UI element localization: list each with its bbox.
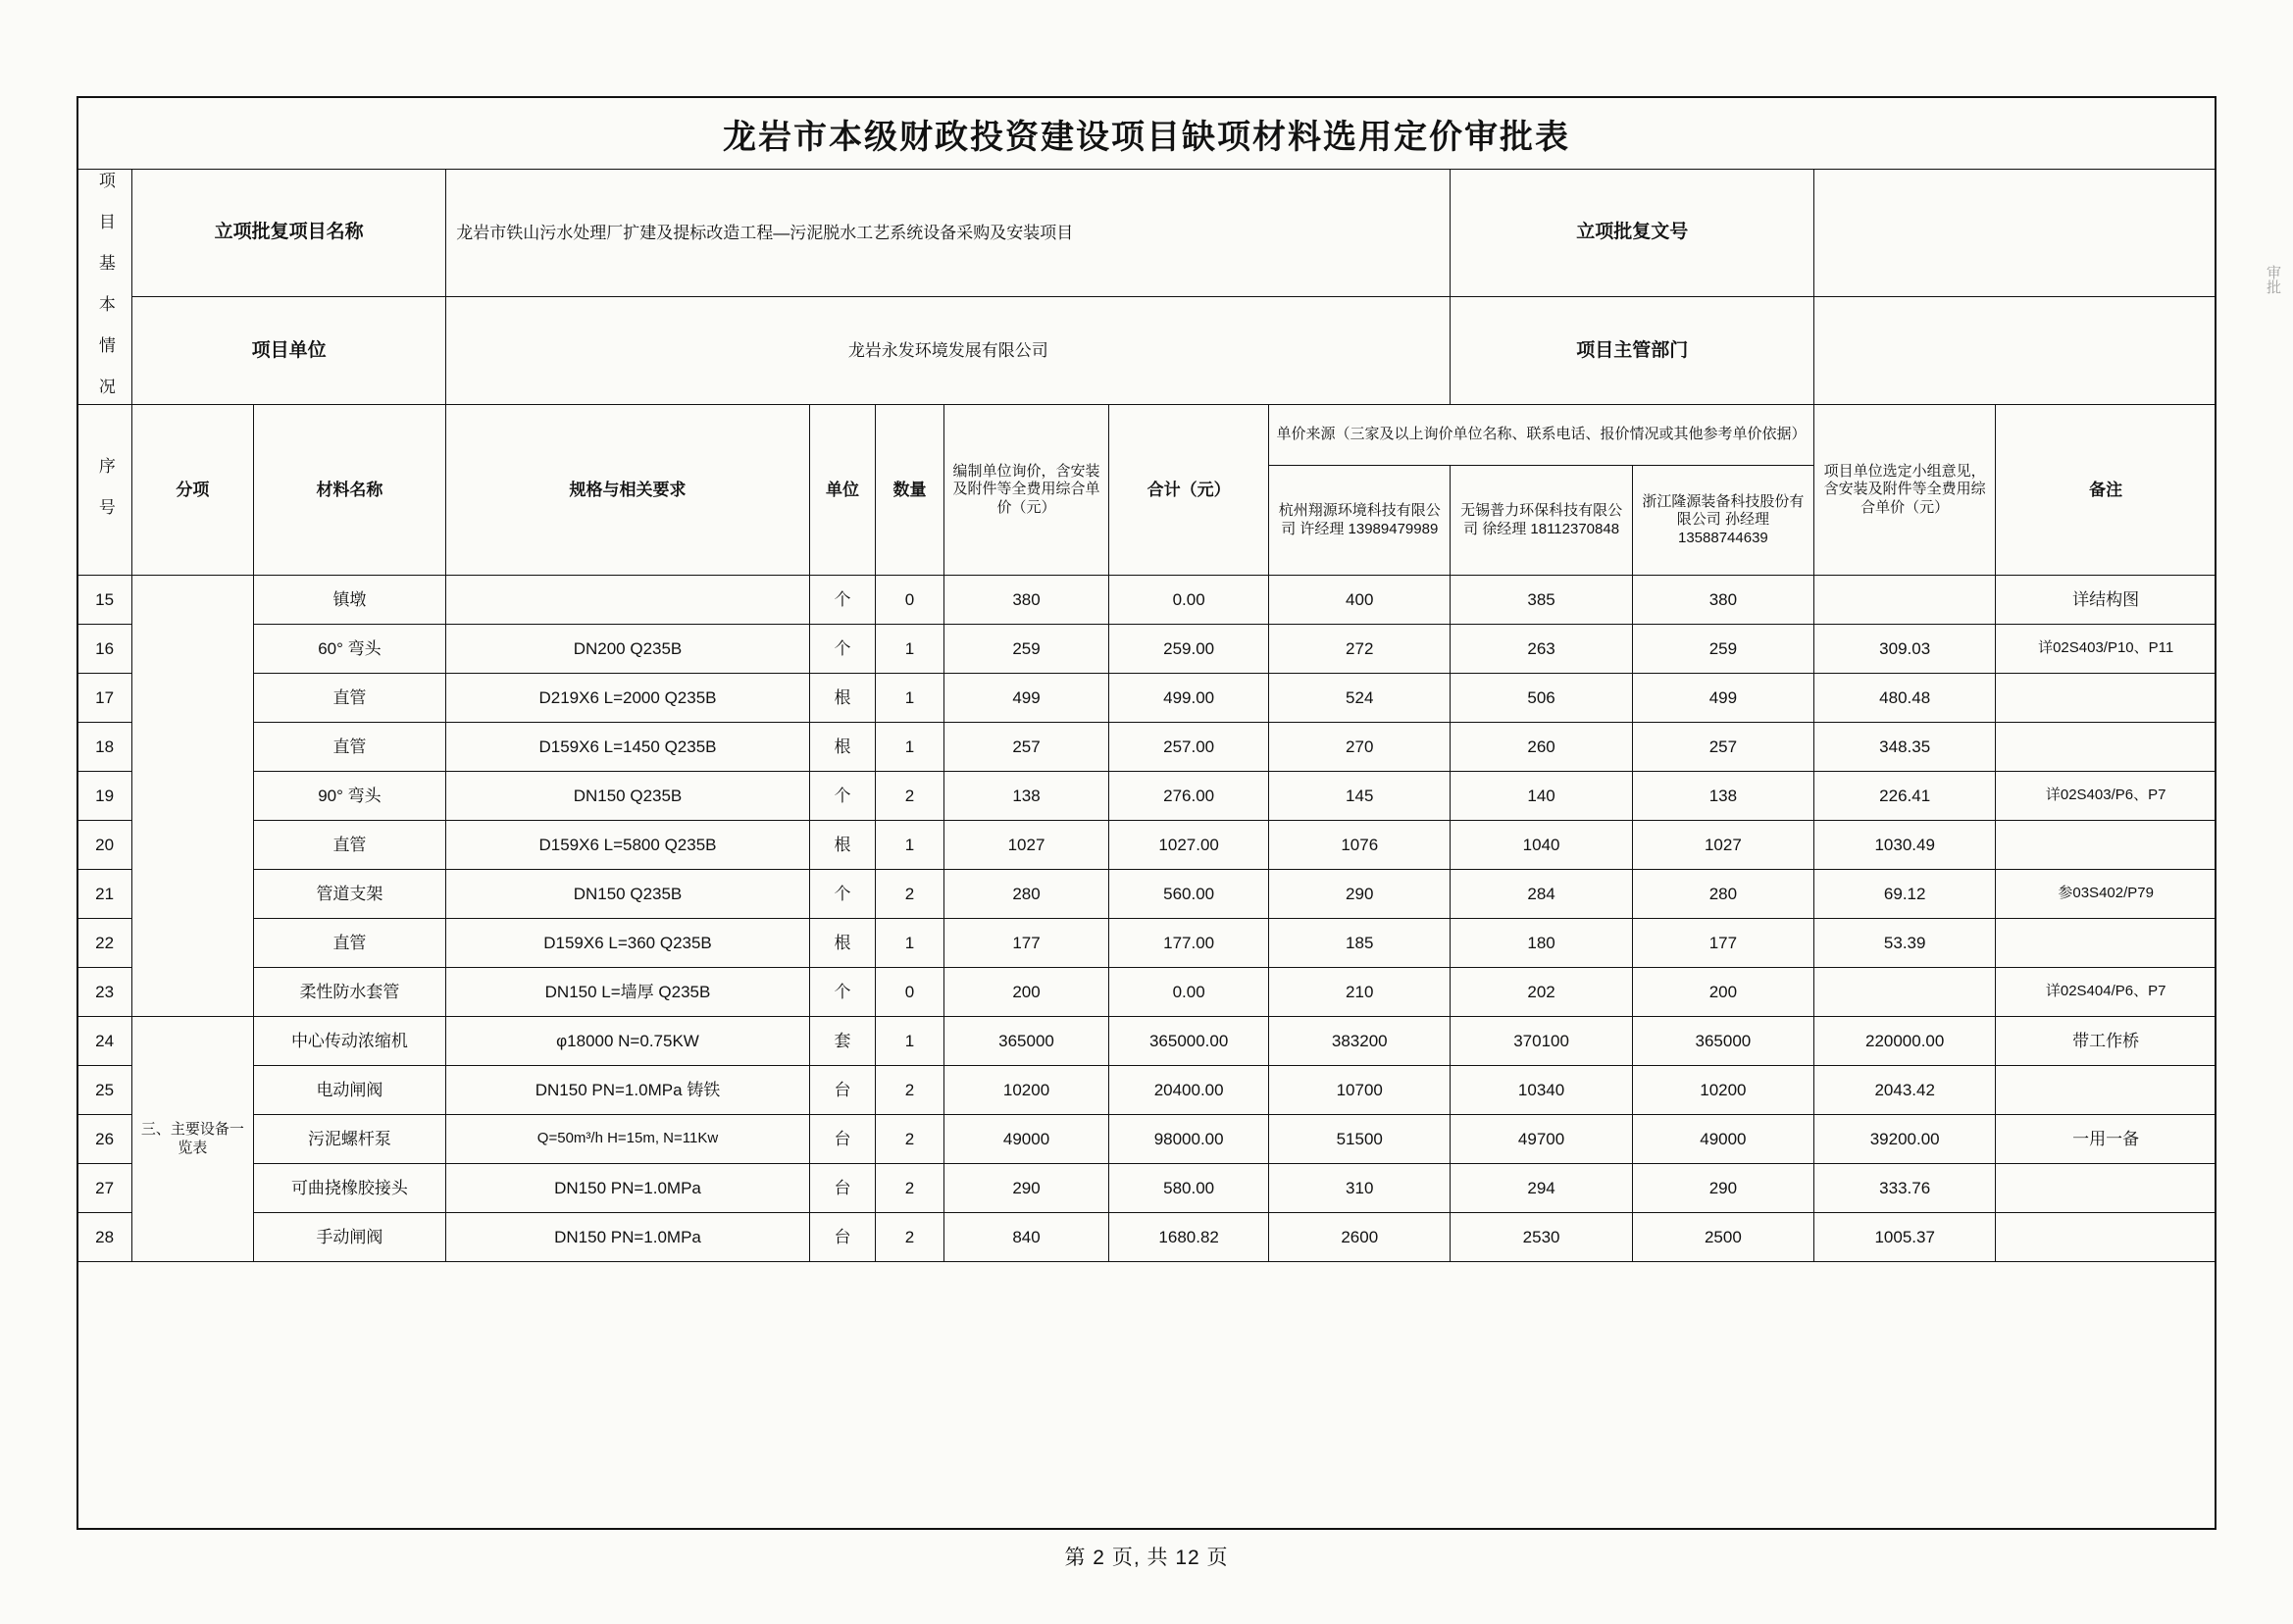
column-header-total: 合计（元） bbox=[1109, 405, 1269, 576]
cell-seq: 15 bbox=[77, 576, 132, 625]
supervising-dept-label: 项目主管部门 bbox=[1451, 296, 1814, 405]
table-row bbox=[77, 1017, 2217, 1066]
cell-qty: 0 bbox=[876, 968, 944, 1017]
cell-quote2: 1040 bbox=[1451, 821, 1632, 870]
cell-spec bbox=[446, 576, 810, 625]
cell-unit: 个 bbox=[809, 870, 875, 919]
cell-unit: 根 bbox=[809, 821, 875, 870]
cell-qty: 1 bbox=[876, 674, 944, 723]
column-header-quote2: 无锡普力环保科技有限公司 徐经理 18112370848 bbox=[1451, 466, 1632, 576]
page-footer: 第 2 页, 共 12 页 bbox=[1064, 1547, 1229, 1569]
cell-quote1: 272 bbox=[1269, 625, 1451, 674]
cell-seq: 25 bbox=[77, 1066, 132, 1115]
cell-remark: 详结构图 bbox=[1996, 576, 2217, 625]
cell-remark: 带工作桥 bbox=[1996, 1017, 2217, 1066]
cell-unit: 个 bbox=[809, 576, 875, 625]
cell-quote2: 202 bbox=[1451, 968, 1632, 1017]
cell-unit-price: 200 bbox=[943, 968, 1108, 1017]
cell-unit-price: 840 bbox=[943, 1213, 1108, 1262]
cell-quote3: 380 bbox=[1632, 576, 1813, 625]
cell-total: 177.00 bbox=[1109, 919, 1269, 968]
cell-quote2: 294 bbox=[1451, 1164, 1632, 1213]
cell-quote2: 49700 bbox=[1451, 1115, 1632, 1164]
column-header-material: 材料名称 bbox=[253, 405, 446, 576]
column-header-spec: 规格与相关要求 bbox=[446, 405, 810, 576]
cell-unit: 个 bbox=[809, 772, 875, 821]
column-header-seq: 序 号 bbox=[77, 405, 132, 576]
table-row bbox=[77, 968, 2217, 1017]
cell-quote1: 270 bbox=[1269, 723, 1451, 772]
cell-quote3: 49000 bbox=[1632, 1115, 1813, 1164]
column-header-category: 分项 bbox=[132, 405, 254, 576]
cell-qty: 2 bbox=[876, 1115, 944, 1164]
column-header-selected-price: 项目单位选定小组意见，含安装及附件等全费用综合单价（元） bbox=[1814, 405, 1996, 576]
project-name-label: 立项批复项目名称 bbox=[132, 170, 446, 297]
cell-quote1: 10700 bbox=[1269, 1066, 1451, 1115]
cell-seq: 18 bbox=[77, 723, 132, 772]
cell-quote1: 51500 bbox=[1269, 1115, 1451, 1164]
cell-spec: D159X6 L=360 Q235B bbox=[446, 919, 810, 968]
cell-quote1: 400 bbox=[1269, 576, 1451, 625]
cell-material: 污泥螺杆泵 bbox=[253, 1115, 446, 1164]
cell-spec: Q=50m³/h H=15m, N=11Kw bbox=[446, 1115, 810, 1164]
cell-unit: 个 bbox=[809, 625, 875, 674]
cell-spec: DN150 PN=1.0MPa bbox=[446, 1213, 810, 1262]
cell-unit: 台 bbox=[809, 1213, 875, 1262]
cell-spec: DN150 Q235B bbox=[446, 870, 810, 919]
column-header-quote1: 杭州翔源环境科技有限公司 许经理 13989479989 bbox=[1269, 466, 1451, 576]
cell-remark bbox=[1996, 919, 2217, 968]
cell-total: 0.00 bbox=[1109, 576, 1269, 625]
cell-spec: D219X6 L=2000 Q235B bbox=[446, 674, 810, 723]
cell-quote3: 177 bbox=[1632, 919, 1813, 968]
cell-quote3: 10200 bbox=[1632, 1066, 1813, 1115]
cell-remark bbox=[1996, 1066, 2217, 1115]
column-header-unit: 单位 bbox=[809, 405, 875, 576]
cell-total: 580.00 bbox=[1109, 1164, 1269, 1213]
cell-spec: DN150 L=墙厚 Q235B bbox=[446, 968, 810, 1017]
cell-seq: 23 bbox=[77, 968, 132, 1017]
cell-material: 直管 bbox=[253, 674, 446, 723]
cell-total: 365000.00 bbox=[1109, 1017, 1269, 1066]
cell-quote2: 263 bbox=[1451, 625, 1632, 674]
cell-remark bbox=[1996, 821, 2217, 870]
cell-quote2: 506 bbox=[1451, 674, 1632, 723]
cell-quote3: 2500 bbox=[1632, 1213, 1813, 1262]
cell-material: 90° 弯头 bbox=[253, 772, 446, 821]
cell-seq: 20 bbox=[77, 821, 132, 870]
edge-stamp-mark: 审批 bbox=[2265, 265, 2281, 294]
cell-unit: 根 bbox=[809, 674, 875, 723]
cell-quote2: 260 bbox=[1451, 723, 1632, 772]
cell-material: 电动闸阀 bbox=[253, 1066, 446, 1115]
cell-quote1: 145 bbox=[1269, 772, 1451, 821]
table-row bbox=[77, 1066, 2217, 1115]
cell-spec: DN150 PN=1.0MPa 铸铁 bbox=[446, 1066, 810, 1115]
cell-unit: 套 bbox=[809, 1017, 875, 1066]
cell-quote2: 10340 bbox=[1451, 1066, 1632, 1115]
cell-seq: 16 bbox=[77, 625, 132, 674]
cell-unit-price: 380 bbox=[943, 576, 1108, 625]
cell-material: 镇墩 bbox=[253, 576, 446, 625]
cell-material: 中心传动浓缩机 bbox=[253, 1017, 446, 1066]
project-name-value: 龙岩市铁山污水处理厂扩建及提标改造工程—污泥脱水工艺系统设备采购及安装项目 bbox=[446, 170, 1451, 297]
approval-doc-number-value bbox=[1814, 170, 2217, 297]
cell-selected: 226.41 bbox=[1814, 772, 1996, 821]
cell-qty: 1 bbox=[876, 723, 944, 772]
cell-total: 1027.00 bbox=[1109, 821, 1269, 870]
cell-spec: DN200 Q235B bbox=[446, 625, 810, 674]
cell-selected: 53.39 bbox=[1814, 919, 1996, 968]
cell-material: 60° 弯头 bbox=[253, 625, 446, 674]
cell-qty: 1 bbox=[876, 625, 944, 674]
cell-seq: 27 bbox=[77, 1164, 132, 1213]
cell-unit: 台 bbox=[809, 1066, 875, 1115]
cell-qty: 2 bbox=[876, 1164, 944, 1213]
cell-quote1: 210 bbox=[1269, 968, 1451, 1017]
cell-total: 1680.82 bbox=[1109, 1213, 1269, 1262]
cell-unit: 台 bbox=[809, 1164, 875, 1213]
cell-unit-price: 257 bbox=[943, 723, 1108, 772]
cell-selected: 333.76 bbox=[1814, 1164, 1996, 1213]
cell-total: 257.00 bbox=[1109, 723, 1269, 772]
cell-seq: 22 bbox=[77, 919, 132, 968]
column-header-price-source: 单价来源（三家及以上询价单位名称、联系电话、报价情况或其他参考单价依据） bbox=[1269, 405, 1814, 466]
cell-selected: 480.48 bbox=[1814, 674, 1996, 723]
table-row bbox=[77, 1115, 2217, 1164]
cell-material: 可曲挠橡胶接头 bbox=[253, 1164, 446, 1213]
table-row bbox=[77, 723, 2217, 772]
cell-qty: 1 bbox=[876, 919, 944, 968]
cell-quote3: 257 bbox=[1632, 723, 1813, 772]
cell-material: 直管 bbox=[253, 723, 446, 772]
table-row bbox=[77, 821, 2217, 870]
cell-quote1: 1076 bbox=[1269, 821, 1451, 870]
cell-spec: DN150 Q235B bbox=[446, 772, 810, 821]
cell-category-blank bbox=[132, 576, 254, 1017]
cell-selected: 2043.42 bbox=[1814, 1066, 1996, 1115]
column-header-quote3: 浙江隆源装备科技股份有限公司 孙经理 13588744639 bbox=[1632, 466, 1813, 576]
table-row bbox=[77, 772, 2217, 821]
project-unit-label: 项目单位 bbox=[132, 296, 446, 405]
cell-unit-price: 259 bbox=[943, 625, 1108, 674]
cell-quote3: 259 bbox=[1632, 625, 1813, 674]
cell-selected: 220000.00 bbox=[1814, 1017, 1996, 1066]
cell-category-group: 三、主要设备一览表 bbox=[132, 1017, 254, 1262]
cell-unit-price: 290 bbox=[943, 1164, 1108, 1213]
cell-total: 20400.00 bbox=[1109, 1066, 1269, 1115]
cell-spec: φ18000 N=0.75KW bbox=[446, 1017, 810, 1066]
cell-unit-price: 177 bbox=[943, 919, 1108, 968]
cell-total: 560.00 bbox=[1109, 870, 1269, 919]
cell-qty: 2 bbox=[876, 870, 944, 919]
cell-total: 499.00 bbox=[1109, 674, 1269, 723]
info-section-label: 项 目 基 本 情 况 bbox=[77, 170, 132, 405]
cell-qty: 2 bbox=[876, 772, 944, 821]
cell-spec: D159X6 L=1450 Q235B bbox=[446, 723, 810, 772]
cell-selected bbox=[1814, 576, 1996, 625]
cell-material: 直管 bbox=[253, 821, 446, 870]
table-row bbox=[77, 1213, 2217, 1262]
cell-quote3: 138 bbox=[1632, 772, 1813, 821]
cell-unit-price: 138 bbox=[943, 772, 1108, 821]
cell-selected: 69.12 bbox=[1814, 870, 1996, 919]
cell-quote2: 140 bbox=[1451, 772, 1632, 821]
cell-selected: 39200.00 bbox=[1814, 1115, 1996, 1164]
cell-quote3: 200 bbox=[1632, 968, 1813, 1017]
cell-remark: 详02S403/P10、P11 bbox=[1996, 625, 2217, 674]
cell-quote2: 180 bbox=[1451, 919, 1632, 968]
cell-seq: 21 bbox=[77, 870, 132, 919]
table-row bbox=[77, 1164, 2217, 1213]
cell-unit: 个 bbox=[809, 968, 875, 1017]
project-unit-value: 龙岩永发环境发展有限公司 bbox=[446, 296, 1451, 405]
cell-remark: 详02S404/P6、P7 bbox=[1996, 968, 2217, 1017]
cell-quote3: 280 bbox=[1632, 870, 1813, 919]
supervising-dept-value bbox=[1814, 296, 2217, 405]
cell-seq: 19 bbox=[77, 772, 132, 821]
cell-qty: 1 bbox=[876, 1017, 944, 1066]
cell-quote2: 370100 bbox=[1451, 1017, 1632, 1066]
cell-quote2: 385 bbox=[1451, 576, 1632, 625]
page-title: 龙岩市本级财政投资建设项目缺项材料选用定价审批表 bbox=[723, 119, 1570, 156]
cell-unit-price: 1027 bbox=[943, 821, 1108, 870]
cell-quote3: 499 bbox=[1632, 674, 1813, 723]
cell-seq: 24 bbox=[77, 1017, 132, 1066]
cell-unit-price: 280 bbox=[943, 870, 1108, 919]
table-row bbox=[77, 674, 2217, 723]
cell-unit: 根 bbox=[809, 723, 875, 772]
cell-spec: DN150 PN=1.0MPa bbox=[446, 1164, 810, 1213]
cell-selected: 1030.49 bbox=[1814, 821, 1996, 870]
cell-remark bbox=[1996, 723, 2217, 772]
cell-total: 0.00 bbox=[1109, 968, 1269, 1017]
cell-quote1: 383200 bbox=[1269, 1017, 1451, 1066]
cell-total: 98000.00 bbox=[1109, 1115, 1269, 1164]
cell-selected bbox=[1814, 968, 1996, 1017]
table-row bbox=[77, 576, 2217, 625]
cell-seq: 17 bbox=[77, 674, 132, 723]
cell-selected: 1005.37 bbox=[1814, 1213, 1996, 1262]
cell-quote1: 2600 bbox=[1269, 1213, 1451, 1262]
cell-quote1: 310 bbox=[1269, 1164, 1451, 1213]
approval-form-table bbox=[76, 169, 2217, 1262]
table-row bbox=[77, 625, 2217, 674]
column-header-remark: 备注 bbox=[1996, 405, 2217, 576]
cell-material: 手动闸阀 bbox=[253, 1213, 446, 1262]
cell-remark: 详02S403/P6、P7 bbox=[1996, 772, 2217, 821]
cell-remark: 参03S402/P79 bbox=[1996, 870, 2217, 919]
cell-material: 柔性防水套管 bbox=[253, 968, 446, 1017]
cell-unit-price: 499 bbox=[943, 674, 1108, 723]
column-header-unit-price: 编制单位询价，含安装及附件等全费用综合单价（元） bbox=[943, 405, 1108, 576]
cell-unit-price: 49000 bbox=[943, 1115, 1108, 1164]
cell-total: 276.00 bbox=[1109, 772, 1269, 821]
cell-quote1: 524 bbox=[1269, 674, 1451, 723]
table-row bbox=[77, 870, 2217, 919]
cell-material: 管道支架 bbox=[253, 870, 446, 919]
cell-quote2: 2530 bbox=[1451, 1213, 1632, 1262]
cell-unit: 根 bbox=[809, 919, 875, 968]
cell-qty: 2 bbox=[876, 1066, 944, 1115]
cell-qty: 1 bbox=[876, 821, 944, 870]
table-row bbox=[77, 919, 2217, 968]
cell-remark bbox=[1996, 1164, 2217, 1213]
cell-quote3: 1027 bbox=[1632, 821, 1813, 870]
cell-remark: 一用一备 bbox=[1996, 1115, 2217, 1164]
cell-seq: 28 bbox=[77, 1213, 132, 1262]
cell-total: 259.00 bbox=[1109, 625, 1269, 674]
cell-seq: 26 bbox=[77, 1115, 132, 1164]
cell-qty: 2 bbox=[876, 1213, 944, 1262]
cell-quote1: 290 bbox=[1269, 870, 1451, 919]
cell-quote1: 185 bbox=[1269, 919, 1451, 968]
cell-unit-price: 365000 bbox=[943, 1017, 1108, 1066]
cell-quote2: 284 bbox=[1451, 870, 1632, 919]
cell-unit-price: 10200 bbox=[943, 1066, 1108, 1115]
cell-remark bbox=[1996, 674, 2217, 723]
cell-unit: 台 bbox=[809, 1115, 875, 1164]
cell-quote3: 290 bbox=[1632, 1164, 1813, 1213]
cell-remark bbox=[1996, 1213, 2217, 1262]
cell-qty: 0 bbox=[876, 576, 944, 625]
column-header-qty: 数量 bbox=[876, 405, 944, 576]
cell-spec: D159X6 L=5800 Q235B bbox=[446, 821, 810, 870]
cell-material: 直管 bbox=[253, 919, 446, 968]
cell-selected: 348.35 bbox=[1814, 723, 1996, 772]
cell-selected: 309.03 bbox=[1814, 625, 1996, 674]
cell-quote3: 365000 bbox=[1632, 1017, 1813, 1066]
approval-doc-number-label: 立项批复文号 bbox=[1451, 170, 1814, 297]
